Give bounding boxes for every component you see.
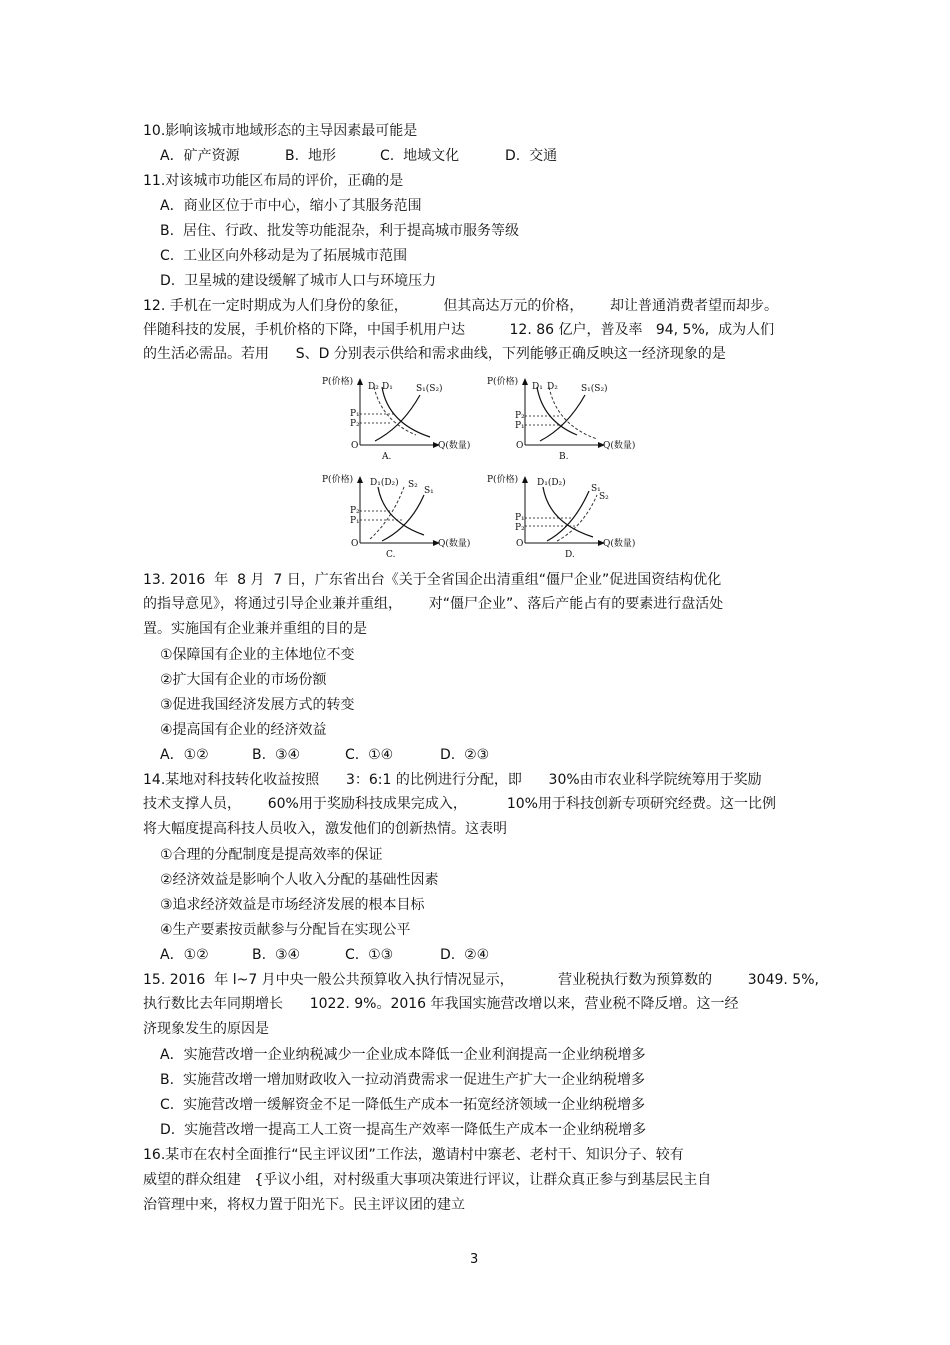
q11-stem: 11.对该城市功能区布局的评价，正确的是 xyxy=(143,173,404,189)
q11-option-c: C. 工业区向外移动是为了拓展城市范围 xyxy=(160,248,408,264)
graph-a-x-axis-label: Q(数量) xyxy=(438,441,471,451)
q13-item-4: ④提高国有企业的经济效益 xyxy=(160,722,327,738)
graph-a-origin: O xyxy=(351,441,359,451)
q13-item-1: ①保障国有企业的主体地位不变 xyxy=(160,647,355,663)
q14-item-3: ③追求经济效益是市场经济发展的根本目标 xyxy=(160,897,425,913)
q10-option-b: B. 地形 xyxy=(285,148,336,164)
supply-demand-graph-c xyxy=(320,473,480,567)
q11-option-d: D. 卫星城的建设缓解了城市人口与环境压力 xyxy=(160,273,437,289)
graph-c-curve-label-1: D₁(D₂) xyxy=(370,478,399,488)
q14-option-c: C. ①③ xyxy=(345,947,394,963)
q14-item-1: ①合理的分配制度是提高效率的保证 xyxy=(160,847,383,863)
supply-demand-graph-b xyxy=(485,375,645,469)
q14-stem-line-1: 14.某地对科技转化收益按照 3：6:1 的比例进行分配，即 30%由市农业科学院统筹用于奖励 xyxy=(143,772,762,788)
graph-d-origin: O xyxy=(516,539,524,549)
graph-a-y-axis-label: P(价格) xyxy=(322,377,354,387)
graph-c-price-label-2: P₁ xyxy=(350,516,360,526)
graph-a-price-label-2: P₂ xyxy=(350,419,360,429)
graph-d-price-label-1: P₁ xyxy=(515,513,525,523)
graph-c-x-axis-label: Q(数量) xyxy=(438,539,471,549)
graph-a-curve-label-3: S₁(S₂) xyxy=(416,384,443,394)
q16-stem-line-2: 威望的群众组建 {乎议小组，对村级重大事项决策进行评议，让群众真正参与到基层民主自 xyxy=(143,1172,712,1188)
q15-option-a: A．实施营改增一企业纳税减少一企业成本降低一企业利润提高一企业纳税增多 xyxy=(160,1047,646,1063)
supply-demand-graph-d xyxy=(485,473,645,567)
q10-option-c: C. 地域文化 xyxy=(380,148,460,164)
supply-demand-graph-a xyxy=(320,375,480,469)
q13-stem-line-2: 的指导意见》，将通过引导企业兼并重组， 对“僵尸企业”、落后产能占有的要素进行盘活处 xyxy=(143,596,724,612)
q13-option-d: D. ②③ xyxy=(440,747,490,763)
graph-c-y-axis-label: P(价格) xyxy=(322,475,354,485)
q14-stem-line-3: 将大幅度提高科技人员收入，激发他们的创新热情。这表明 xyxy=(143,821,507,837)
q14-stem-line-2: 技术支撑人员， 60%用于奖励科技成果完成入， 10%用于科技创新专项研究经费。这一比例 xyxy=(143,796,776,812)
graph-d-y-axis-label: P(价格) xyxy=(487,475,519,485)
q10-option-d: D. 交通 xyxy=(505,148,558,164)
graph-c-caption: C. xyxy=(386,550,396,560)
q12-stem-line-1: 12. 手机在一定时期成为人们身份的象征， 但其高达万元的价格， 却让普通消费者望而却步。 xyxy=(143,298,779,314)
graph-a-curve-label-1: D₂ xyxy=(368,382,379,392)
q15-option-d: D. 实施营改增一提高工人工资一提高生产效率一降低生产成本一企业纳税增多 xyxy=(160,1122,647,1138)
graph-d-curve-label-2: S₁ xyxy=(591,484,601,494)
graph-b-caption: B. xyxy=(559,452,569,462)
q15-option-c: C. 实施营改增一缓解资金不足一降低生产成本一拓宽经济领域一企业纳税增多 xyxy=(160,1097,646,1113)
graph-d-price-label-2: P₂ xyxy=(515,523,525,533)
q13-item-3: ③促进我国经济发展方式的转变 xyxy=(160,697,355,713)
graph-a-curve-label-2: D₁ xyxy=(382,382,393,392)
q12-stem-line-3: 的生活必需品。若用 S、D 分别表示供给和需求曲线，下列能够正确反映这一经济现象的是 xyxy=(143,346,726,362)
graph-a-caption: A. xyxy=(382,452,392,462)
q15-stem-line-1: 15. 2016 年 l~7 月中央一般公共预算收入执行情况显示， 营业税执行数为预算数的 3049. 5%, xyxy=(143,972,819,988)
q11-option-b: B. 居住、行政、批发等功能混杂，利于提高城市服务等级 xyxy=(160,223,519,239)
q11-option-a: A．商业区位于市中心，缩小了其服务范围 xyxy=(160,198,422,214)
q16-stem-line-1: 16.某市在农村全面推行“民主评议团”工作法，邀请村中寨老、老村干、知识分子、较有 xyxy=(143,1147,684,1163)
graph-b-price-label-1: P₂ xyxy=(515,411,525,421)
q13-option-c: C. ①④ xyxy=(345,747,394,763)
graph-d-x-axis-label: Q(数量) xyxy=(603,539,636,549)
graph-c-origin: O xyxy=(351,539,359,549)
q13-option-a: A．①② xyxy=(160,747,209,763)
q13-item-2: ②扩大国有企业的市场份额 xyxy=(160,672,327,688)
q10-stem: 10.影响该城市地域形态的主导因素最可能是 xyxy=(143,123,418,139)
graph-b-origin: O xyxy=(516,441,524,451)
graph-b-curve-label-2: D₂ xyxy=(547,382,558,392)
q13-option-b: B. ③④ xyxy=(252,747,301,763)
graph-d-curve-label-3: S₂ xyxy=(599,492,609,502)
graph-a-price-label-1: P₁ xyxy=(350,409,360,419)
graph-d-caption: D. xyxy=(565,550,575,560)
graph-b-curve-label-3: S₁(S₂) xyxy=(581,384,608,394)
graph-b-price-label-2: P₁ xyxy=(515,421,525,431)
q10-option-a: A．矿产资源 xyxy=(160,148,240,164)
graph-b-curve-label-1: D₁ xyxy=(532,382,543,392)
q12-stem-line-2: 伴随科技的发展，手机价格的下降，中国手机用户达 12. 86 亿户，普及率 94, 5%, 成为人们 xyxy=(143,322,775,338)
graph-d-curve-label-1: D₁(D₂) xyxy=(537,478,566,488)
graph-c-curve-label-2: S₂ xyxy=(408,480,418,490)
q15-option-b: B. 实施营改增一增加财政收入一拉动消费需求一促进生产扩大一企业纳税增多 xyxy=(160,1072,645,1088)
q14-option-a: A．①② xyxy=(160,947,209,963)
graph-b-y-axis-label: P(价格) xyxy=(487,377,519,387)
q16-stem-line-3: 治管理中来，将权力置于阳光下。民主评议团的建立 xyxy=(143,1197,465,1213)
graph-b-x-axis-label: Q(数量) xyxy=(603,441,636,451)
q14-option-b: B. ③④ xyxy=(252,947,301,963)
q13-stem-line-3: 置。实施国有企业兼并重组的目的是 xyxy=(143,621,367,637)
q15-stem-line-2: 执行数比去年同期增长 1022. 9%。2016 年我国实施营改增以来，营业税不降反增。这一经 xyxy=(143,996,739,1012)
graph-c-price-label-1: P₂ xyxy=(350,506,360,516)
page-number: 3 xyxy=(470,1252,479,1267)
q15-stem-line-3: 济现象发生的原因是 xyxy=(143,1021,269,1037)
q13-stem-line-1: 13. 2016 年 8 月 7 日，广东省出台《关于全省国企出清重组“僵尸企业”促进国资结构优化 xyxy=(143,572,722,588)
q14-option-d: D. ②④ xyxy=(440,947,490,963)
q14-item-4: ④生产要素按贡献参与分配旨在实现公平 xyxy=(160,922,411,938)
q14-item-2: ②经济效益是影响个人收入分配的基础性因素 xyxy=(160,872,439,888)
graph-c-curve-label-3: S₁ xyxy=(424,486,434,496)
